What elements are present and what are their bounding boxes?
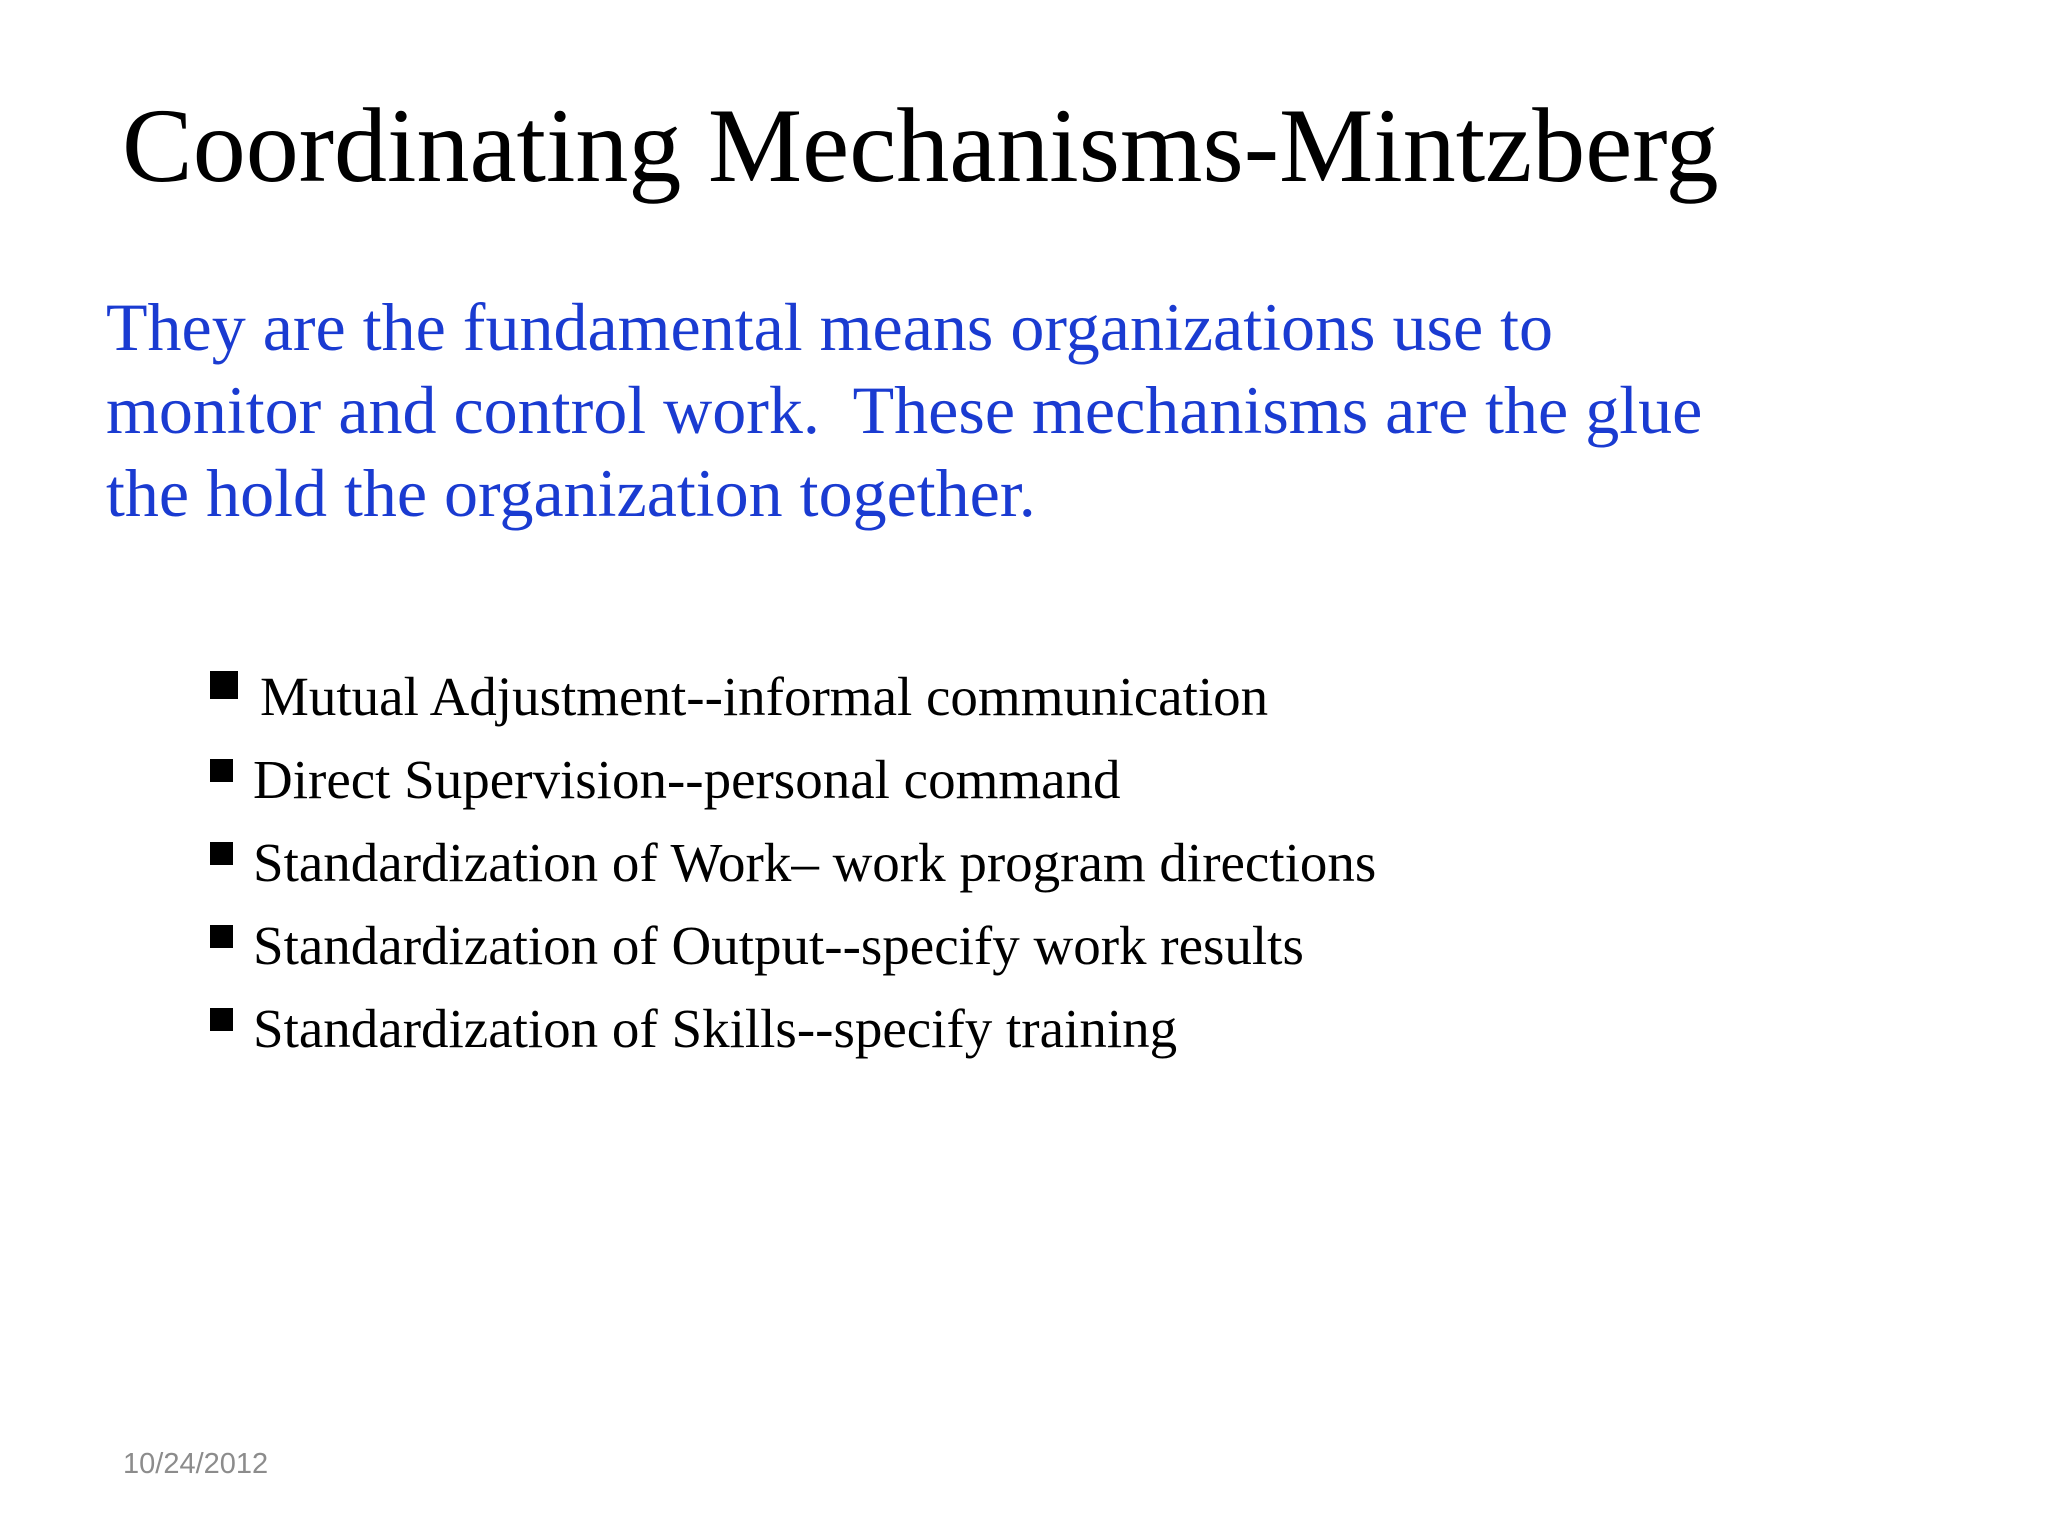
intro-line: They are the fundamental means organizations use to: [106, 289, 1554, 365]
bullet-item: [210, 655, 1376, 738]
bullet-item: [210, 904, 1376, 987]
bullet-item: [210, 821, 1376, 904]
bullet-text: Direct Supervision--personal command: [253, 749, 1121, 810]
bullet-list: [210, 655, 1376, 1070]
square-bullet-icon: [210, 759, 233, 782]
bullet-text: Mutual Adjustment--informal communication: [260, 666, 1269, 727]
slide-title: Coordinating Mechanisms-Mintzberg: [122, 87, 1719, 204]
intro-line: the hold the organization together.: [106, 455, 1036, 531]
slide-date: 10/24/2012: [123, 1448, 269, 1480]
intro-line: monitor and control work. These mechanisms are the glue: [106, 372, 1703, 448]
intro-paragraph: [106, 286, 1826, 535]
square-bullet-icon: [210, 671, 238, 699]
bullet-item: [210, 738, 1376, 821]
square-bullet-icon: [210, 1008, 233, 1031]
square-bullet-icon: [210, 842, 233, 865]
bullet-text: Standardization of Work– work program directions: [253, 832, 1377, 893]
bullet-text: Standardization of Skills--specify training: [253, 998, 1178, 1059]
bullet-text: Standardization of Output--specify work results: [253, 915, 1304, 976]
bullet-item: [210, 987, 1376, 1070]
square-bullet-icon: [210, 925, 233, 948]
